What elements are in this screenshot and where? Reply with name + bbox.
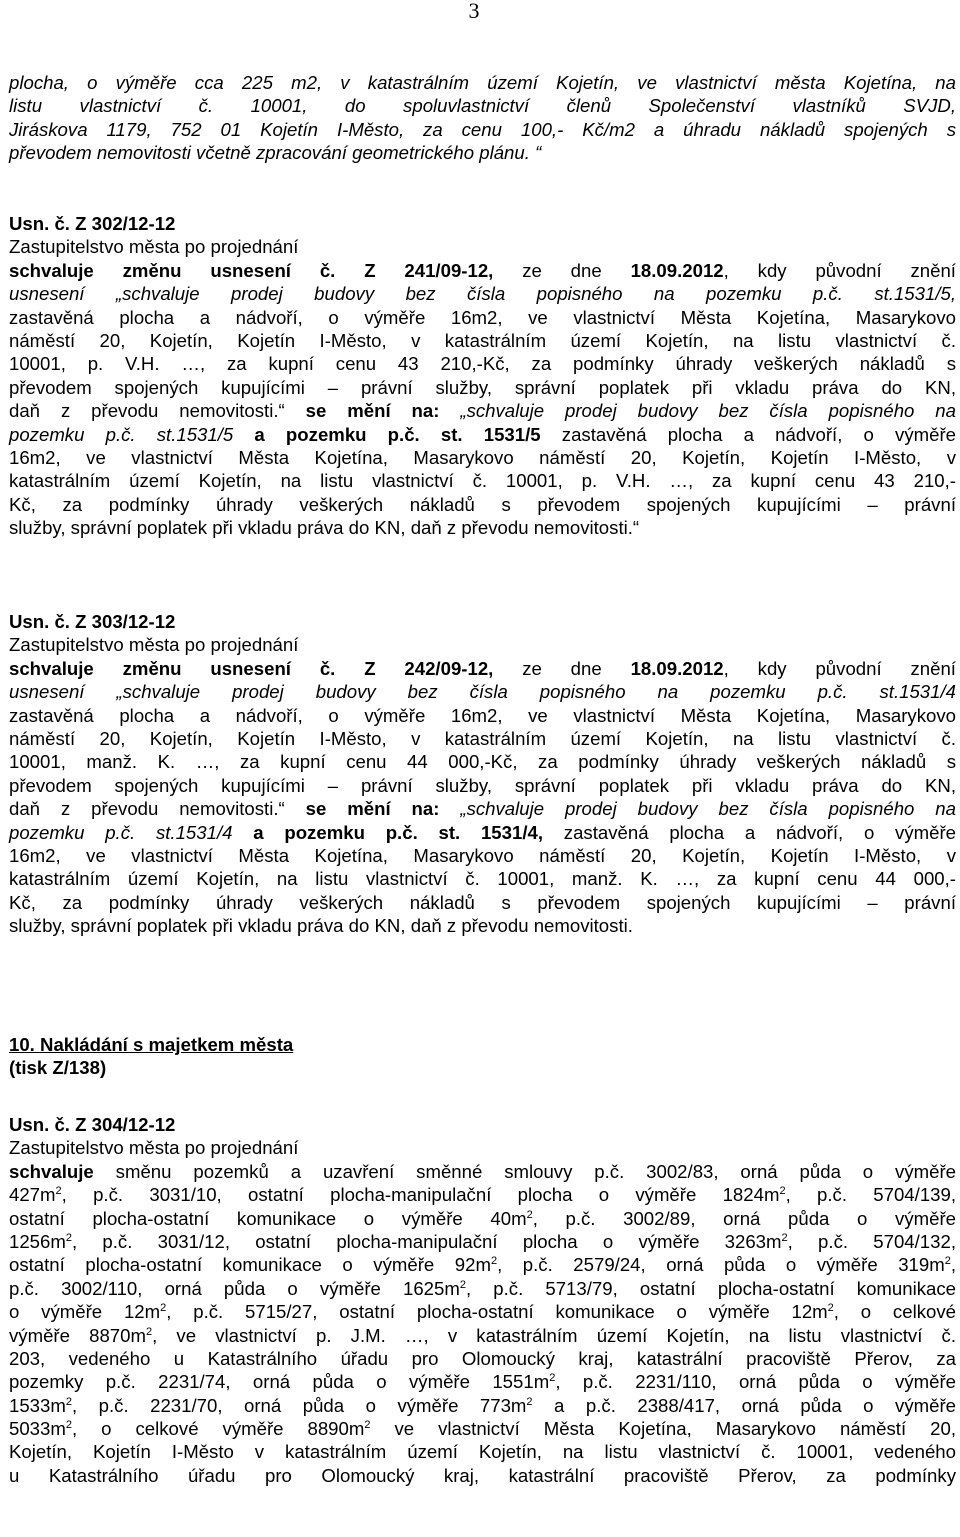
text-line: u Katastrálního úřadu pro Olomoucký kraj, katastrální pracoviště Přerov, za podmínky [9,1464,956,1486]
text-line [9,1324,956,1347]
superscript: 2 [65,1419,72,1432]
text-span: , p.č. 5715/27, ostatní plocha-ostatní komunikace o výměře 12m [166,1301,828,1323]
superscript: 2 [526,1395,533,1408]
text-line [9,657,956,680]
text-span: , kdy původní znění [723,657,956,679]
text-line [9,1394,956,1417]
text-line: náměstí 20, Kojetín, Kojetín I-Město, v katastrálním území Kojetín, na listu vlastnictví č. [9,727,956,749]
text-span: p.č. 3002/110, orná půda o výměře 1625m [9,1277,460,1299]
text-line: převodem spojených kupujícími – právní služby, správní poplatek při vkladu práva do KN, [9,376,956,398]
section-heading-block [9,1033,956,1080]
resolution-intro: Zastupitelstvo města po projednání [9,634,299,656]
text-line: převodem nemovitosti včetně zpracování geometrického plánu. “ [9,142,542,164]
bold-span: 18.09.2012 [630,259,724,281]
text-line: převodem spojených kupujícími – právní služby, správní poplatek při vkladu práva do KN, [9,774,956,796]
text-span: , p.č. 3031/10, ostatní plocha-manipulační plocha o výměře 1824m [61,1184,780,1206]
superscript: 2 [944,1255,951,1268]
superscript: 2 [55,1185,62,1198]
text-line: 10001, manž. K. …, za kupní cenu 44 000,-Kč, za podmínky úhrady veškerých nákladů s [9,751,956,773]
text-span: daň z převodu nemovitosti.“ [9,798,306,820]
text-line [9,1370,956,1393]
text-span: ze dne [493,657,631,679]
text-span: , [950,1254,957,1276]
text-line [9,821,956,844]
text-span: ostatní plocha-ostatní komunikace o výměře 92m [9,1254,491,1276]
text-line: Kojetín, Kojetín I-Město v katastrálním území Kojetín, na listu vlastnictví č. 10001, vedeného [9,1441,956,1463]
text-span: ve vlastnictví Města Kojetína, Masarykovo náměstí 20, [370,1418,956,1440]
superscript: 2 [459,1278,466,1291]
text-span: o výměře 12m [9,1301,161,1323]
text-line: usnesení „schvaluje prodej budovy bez čísla popisného na pozemku p.č. st.1531/4 [9,681,956,703]
text-span: , ve vlastnictví p. J.M. …, v katastrálním území Kojetín, na listu vlastnictví č. [152,1324,956,1346]
bold-span: se mění na: [305,400,440,422]
superscript: 2 [364,1419,371,1432]
text-span: směnu pozemků a uzavření směnné smlouvy p.č. 3002/83, orná půda o výměře [93,1160,956,1182]
bold-span: a pozemku p.č. st. 1531/5 [254,423,541,445]
bold-span: schvaluje změnu usnesení č. Z 241/09-12, [9,259,494,281]
resolution-number: Usn. č. Z 304/12-12 [9,1114,176,1135]
text-line: katastrálním území Kojetín, na listu vlastnictví č. 10001, p. V.H. …, za kupní cenu 43 210,- [9,470,956,492]
text-span: 1256m [9,1230,66,1252]
bold-span: a pozemku p.č. st. 1531/4, [253,821,544,843]
italic-span: pozemku p.č. st.1531/5 [9,423,255,445]
text-line [9,1417,956,1440]
text-line: služby, správní poplatek při vkladu práva do KN, daň z převodu nemovitosti. [9,915,633,937]
text-line: 203, vedeného u Katastrálního úřadu pro Olomoucký kraj, katastrální pracoviště Přerov, za [9,1347,956,1369]
superscript: 2 [827,1302,834,1315]
resolution-number: Usn. č. Z 302/12-12 [9,213,176,234]
italic-span: „schvaluje prodej budovy bez čísla popisného na [439,798,956,820]
superscript: 2 [526,1208,533,1221]
resolution-intro: Zastupitelstvo města po projednání [9,1137,299,1159]
text-span: a p.č. 2388/417, orná půda o výměře [532,1394,956,1416]
text-line [9,1300,956,1323]
text-line [9,1253,956,1276]
text-line: 10001, p. V.H. …, za kupní cenu 43 210,-Kč, za podmínky úhrady veškerých nákladů s [9,353,956,375]
resolution-intro: Zastupitelstvo města po projednání [9,236,299,258]
superscript: 2 [549,1372,556,1385]
text-line: zastavěná plocha a nádvoří, o výměře 16m2, ve vlastnictví Města Kojetína, Masarykovo [9,306,956,328]
text-line: služby, správní poplatek při vkladu práva do KN, daň z převodu nemovitosti.“ [9,517,640,539]
italic-span: „schvaluje prodej budovy bez čísla popisného na [439,400,956,422]
text-span: , kdy původní znění [723,259,956,281]
text-span: zastavěná plocha a nádvoří, o výměře [543,821,957,843]
text-span: daň z převodu nemovitosti.“ [9,400,306,422]
text-span: , p.č. 2231/110, orná půda o výměře [555,1371,956,1393]
bold-span: schvaluje změnu usnesení č. Z 242/09-12, [9,657,494,679]
text-line: náměstí 20, Kojetín, Kojetín I-Město, v katastrálním území Kojetín, na listu vlastnictví č. [9,329,956,351]
resolution-number: Usn. č. Z 303/12-12 [9,611,176,632]
superscript: 2 [490,1255,498,1268]
superscript: 2 [65,1395,72,1408]
superscript: 2 [145,1325,153,1338]
text-line: katastrálním území Kojetín, na listu vlastnictví č. 10001, manž. K. …, za kupní cenu 44 000,- [9,868,956,890]
text-span: , p.č. 3002/89, orná půda o výměře [532,1207,956,1229]
text-line: 16m2, ve vlastnictví Města Kojetína, Masarykovo náměstí 20, Kojetín, Kojetín I-Město, v [9,446,956,468]
text-line [9,1277,956,1300]
text-span: , o celkové výměře 8890m [71,1418,365,1440]
text-span: , p.č. 2231/70, orná půda o výměře 773m [71,1394,527,1416]
text-span: pozemky p.č. 2231/74, orná půda o výměře 1551m [9,1371,550,1393]
text-line [9,423,956,446]
text-span: , p.č. 2579/24, orná půda o výměře 319m [497,1254,945,1276]
text-span: zastavěná plocha a nádvoří, o výměře [540,423,956,445]
text-span: , p.č. 5713/79, ostatní plocha-ostatní komunikace [465,1277,956,1299]
text-span: ostatní plocha-ostatní komunikace o výměře 40m [9,1207,527,1229]
text-line: listu vlastnictví č. 10001, do spoluvlastnictví členů Společenství vlastníků SVJD, [9,95,956,117]
text-span: ze dne [493,259,631,281]
text-line [9,1207,956,1230]
text-span: 5033m [9,1418,66,1440]
text-span: 1533m [9,1394,66,1416]
superscript: 2 [781,1231,788,1244]
text-line [9,259,956,282]
text-line: usnesení „schvaluje prodej budovy bez čísla popisného na pozemku p.č. st.1531/5, [9,283,956,305]
text-span: , o celkové [833,1301,956,1323]
text-span: , p.č. 3031/12, ostatní plocha-manipulační plocha o výměře 3263m [71,1230,782,1252]
text-span: , p.č. 5704/139, [785,1184,957,1206]
superscript: 2 [779,1185,786,1198]
text-line: plocha, o výměře cca 225 m2, v katastrálním území Kojetín, ve vlastnictví města Kojetína, na [9,72,956,93]
superscript: 2 [65,1231,72,1244]
bold-span: schvaluje [9,1160,94,1182]
section-heading: 10. Nakládání s majetkem města [9,1034,294,1055]
text-line [9,1183,956,1206]
resolution-304 [9,1113,956,1487]
text-line [9,1160,956,1183]
page-number: 3 [468,0,480,23]
superscript: 2 [160,1302,167,1315]
section-subheading: (tisk Z/138) [9,1057,107,1079]
text-line: 16m2, ve vlastnictví Města Kojetína, Masarykovo náměstí 20, Kojetín, Kojetín I-Město, v [9,844,956,866]
resolution-303 [9,610,956,937]
text-span: 427m [9,1184,56,1206]
text-line [9,797,956,820]
text-line: zastavěná plocha a nádvoří, o výměře 16m2, ve vlastnictví Města Kojetína, Masarykovo [9,704,956,726]
text-line [9,1230,956,1253]
text-line: Kč, za podmínky úhrady veškerých nákladů s převodem spojených kupujícími – právní [9,891,956,913]
continuation-paragraph [9,71,956,165]
resolution-302 [9,212,956,539]
italic-span: pozemku p.č. st.1531/4 [9,821,254,843]
bold-span: se mění na: [305,798,440,820]
text-line [9,399,956,422]
text-line: Jiráskova 1179, 752 01 Kojetín I-Město, za cenu 100,- Kč/m2 a úhradu nákladů spojených s [9,118,956,140]
text-line: Kč, za podmínky úhrady veškerých nákladů s převodem spojených kupujícími – právní [9,493,956,515]
bold-span: 18.09.2012 [630,657,724,679]
text-span: výměře 8870m [9,1324,146,1346]
text-span: , p.č. 5704/132, [787,1230,956,1252]
